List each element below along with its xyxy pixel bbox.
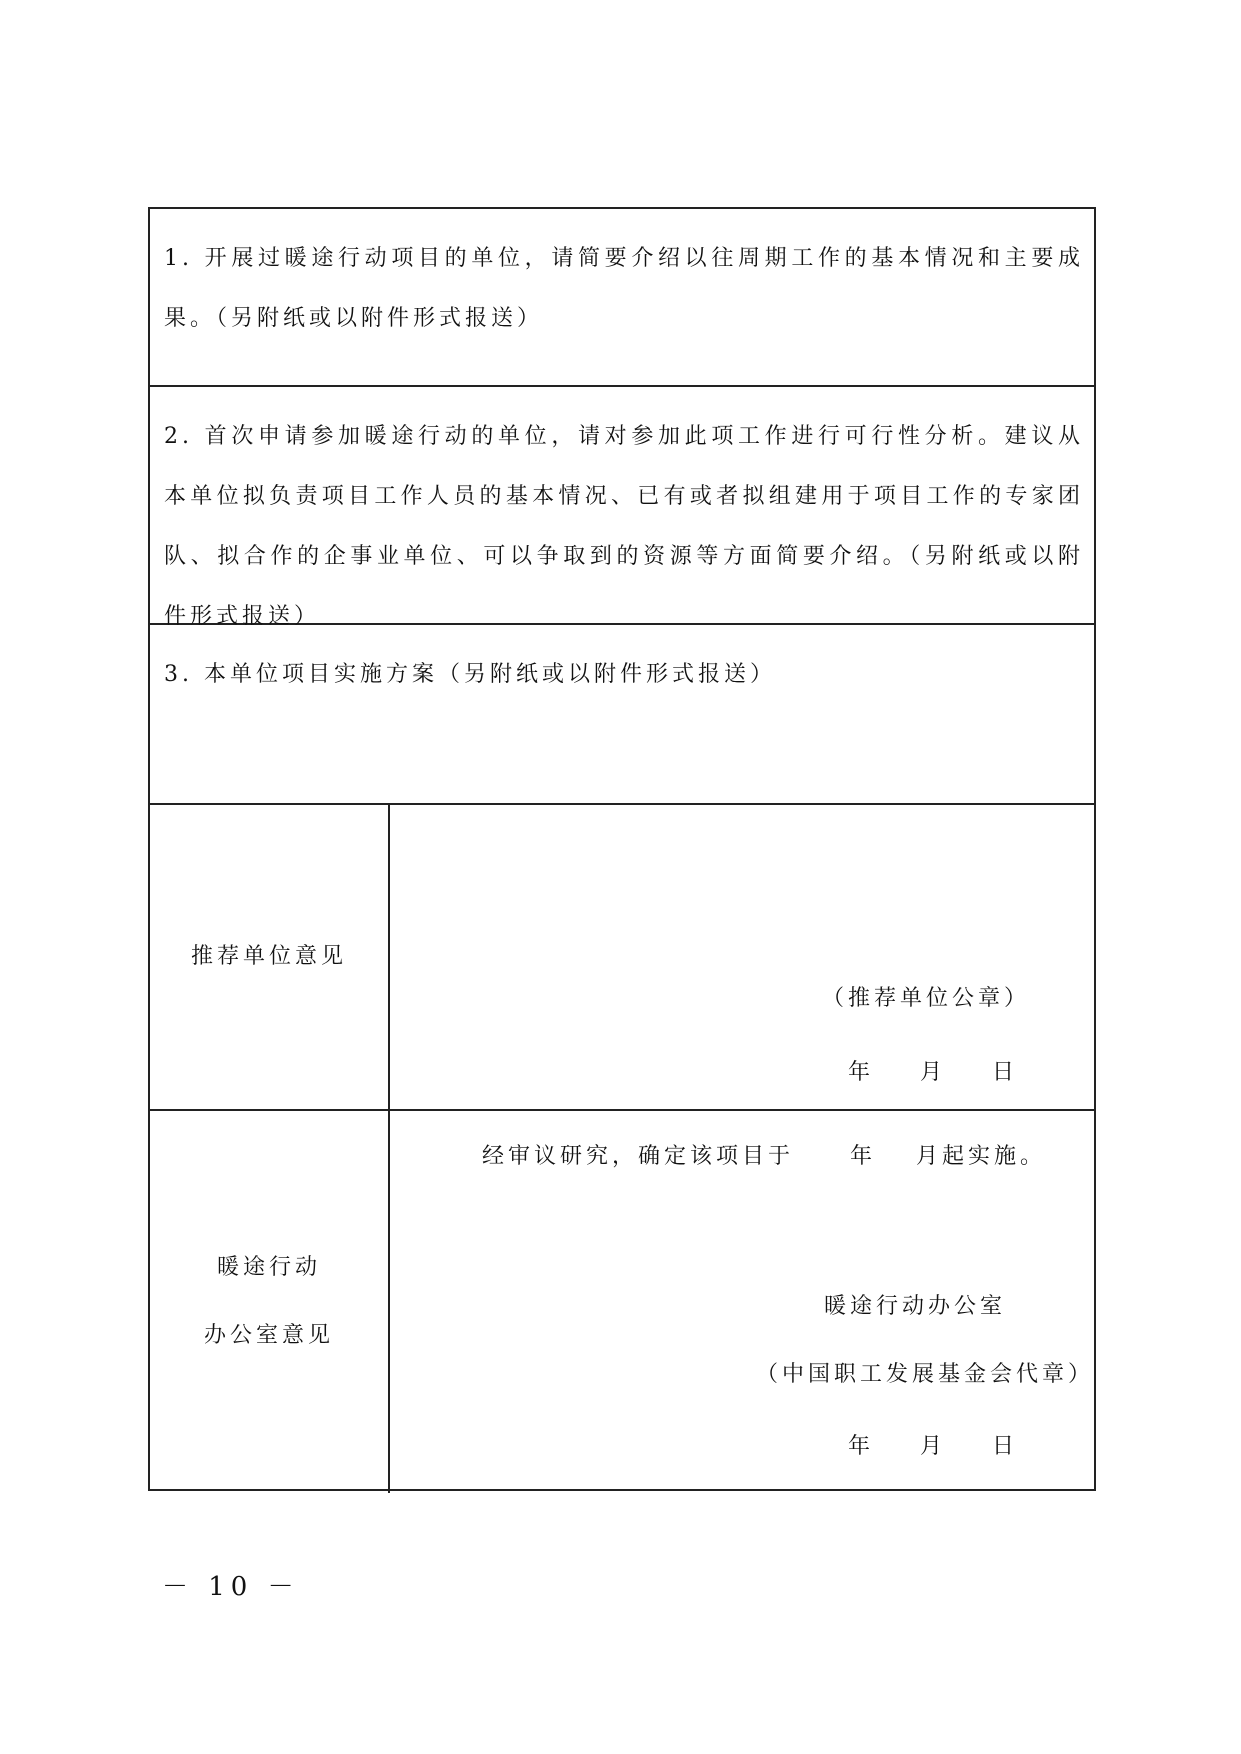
section-2-text: 2. 首次申请参加暖途行动的单位，请对参加此项工作进行可行性分析。建议从本单位拟负责项目工作人员的基本情况、已有或者拟组建用于项目工作的专家团队、拟合作的企事业单位、可以争取到的资源等方面简要介绍。（另附纸或以附件形式报送）	[164, 424, 1084, 629]
page-number: － 10 －	[162, 1572, 300, 1602]
office-content-cell[interactable]	[390, 1111, 1094, 1493]
office-label-line1: 暖途行动	[216, 1255, 321, 1280]
office-date	[848, 1429, 1018, 1460]
recommend-label-cell	[150, 805, 390, 1109]
office-label-cell	[150, 1111, 390, 1493]
decision-suffix: 月起实施。	[916, 1144, 1047, 1169]
office-decision-line	[482, 1139, 1046, 1170]
recommend-seal: （推荐单位公章）	[822, 986, 1031, 1011]
office-day: 日	[992, 1434, 1019, 1459]
office-seal: （中国职工发展基金会代章）	[756, 1362, 1095, 1387]
recommend-label: 推荐单位意见	[190, 944, 347, 969]
section-2-row	[150, 387, 1094, 629]
recommend-day: 日	[992, 1060, 1019, 1085]
office-name: 暖途行动办公室	[824, 1294, 1007, 1319]
office-month: 月	[920, 1434, 947, 1459]
section-1-text: 1. 开展过暖途行动项目的单位，请简要介绍以往周期工作的基本情况和主要成果。（另附纸或以附件形式报送）	[164, 246, 1084, 331]
section-3-text: 3. 本单位项目实施方案（另附纸或以附件形式报送）	[164, 662, 776, 687]
section-3-row	[150, 625, 1094, 805]
recommend-date	[848, 1055, 1018, 1086]
section-1-row	[150, 209, 1094, 387]
application-form-table	[148, 207, 1096, 1491]
office-label-line2: 办公室意见	[203, 1323, 334, 1348]
recommend-year: 年	[848, 1060, 875, 1085]
decision-prefix: 经审议研究，确定该项目于	[482, 1144, 795, 1169]
office-year: 年	[848, 1434, 875, 1459]
recommend-content-cell[interactable]	[390, 805, 1094, 1109]
office-row	[150, 1111, 1094, 1493]
decision-year: 年	[850, 1144, 877, 1169]
recommend-month: 月	[920, 1060, 947, 1085]
recommend-row	[150, 805, 1094, 1111]
